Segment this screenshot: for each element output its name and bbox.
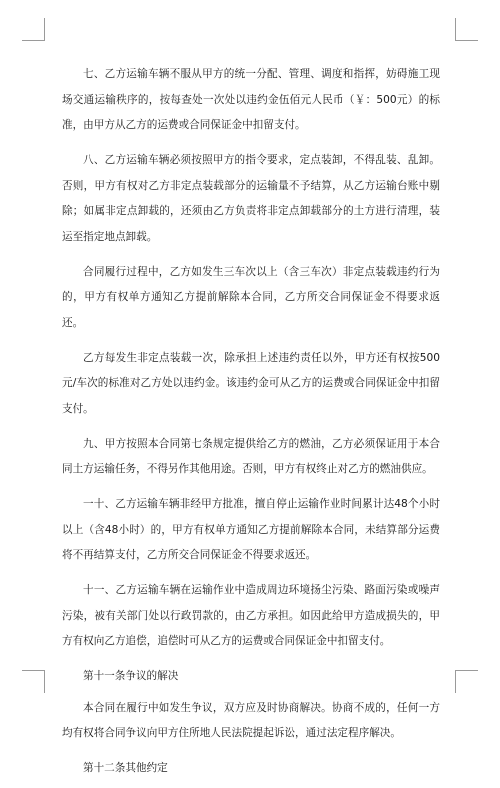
section-heading-dispute: 第十一条争议的解决 <box>83 670 179 682</box>
section-heading-other: 第十二条其他约定 <box>83 762 168 774</box>
crop-mark-bottom-left <box>22 670 45 693</box>
document-body <box>62 62 440 788</box>
clause-11-paragraph: 十一、乙方运输车辆在运输作业中造成周边环境扬尘污染、路面污染或噪声污染，被有关部门处以行政罚款的，由乙方承担。如因此给甲方造成损失的，甲方有权向乙方追偿，追偿时可从乙方的运费或合同保证金中扣留支付。 <box>62 584 440 647</box>
dispute-paragraph: 本合同在履行中如发生争议，双方应及时协商解决。协商不成的，任何一方均有权将合同争议向甲方住所地人民法院提起诉讼，通过法定程序解决。 <box>62 701 440 739</box>
crop-mark-top-left <box>22 18 45 41</box>
crop-mark-bottom-right <box>455 670 478 693</box>
crop-mark-top-right <box>455 18 478 41</box>
termination-paragraph: 合同履行过程中，乙方如发生三车次以上（含三车次）非定点装载违约行为的，甲方有权单方通知乙方提前解除本合同，乙方所交合同保证金不得要求返还。 <box>62 265 440 329</box>
clause-10-paragraph: 一十、乙方运输车辆非经甲方批准，擅自停止运输作业时间累计达48个小时以上（含48小时）的，甲方有权单方通知乙方提前解除本合同，未结算部分运费将不再结算支付，乙方所交合同保证金不得要求返还。 <box>62 498 440 561</box>
clause-9-paragraph: 九、甲方按照本合同第七条规定提供给乙方的燃油，乙方必须保证用于本合同土方运输任务，不得另作其他用途。否则，甲方有权终止对乙方的燃油供应。 <box>62 437 440 475</box>
penalty-paragraph: 乙方每发生非定点装载一次，除承担上述违约责任以外，甲方还有权按500元/车次的标准对乙方处以违约金。该违约金可从乙方的运费或合同保证金中扣留支付。 <box>62 351 440 415</box>
clause-7-paragraph: 七、乙方运输车辆不服从甲方的统一分配、管理、调度和指挥，妨碍施工现场交通运输秩序的，按每查处一次处以违约金伍佰元人民币（￥：500元）的标准，由甲方从乙方的运费或合同保证金中扣留支付。 <box>62 68 440 131</box>
clause-8-paragraph: 八、乙方运输车辆必须按照甲方的指令要求，定点装卸，不得乱装、乱卸。否则，甲方有权对乙方非定点装载部分的运输量不予结算，从乙方运输台账中剔除；如属非定点卸载的，还须由乙方负责将非定点卸载部分的土方进行清理，装运至指定地点卸载。 <box>62 154 440 243</box>
